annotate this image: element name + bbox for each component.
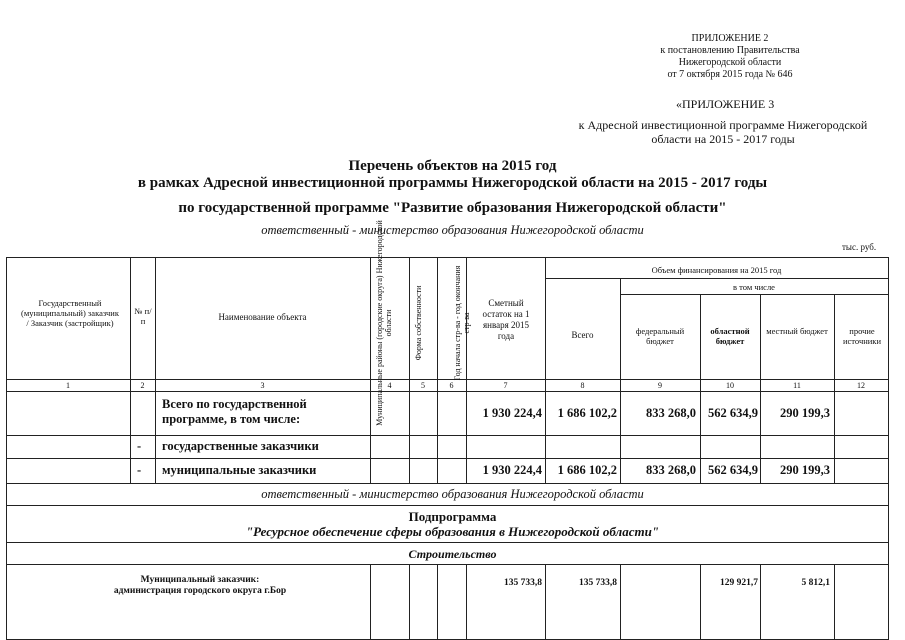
row-total-regional: 562 634,9 xyxy=(708,406,758,420)
col-number: 4 xyxy=(387,381,392,390)
row-municipal-sum: 1 686 102,2 xyxy=(557,463,617,477)
appendix-2-line3: Нижегородской области xyxy=(678,57,782,68)
col-total-header: Всего xyxy=(571,330,594,340)
row-municipal-federal: 833 268,0 xyxy=(646,463,696,477)
doc-title-line1: Перечень объектов на 2015 год xyxy=(348,158,557,174)
col-districts-header: Муниципальные районы (городские округа) Нижегородской области xyxy=(375,220,393,426)
appendix-3-title: «ПРИЛОЖЕНИЕ 3 xyxy=(676,97,775,111)
appendix-2-date: от 7 октября 2015 года № 646 xyxy=(667,69,793,80)
appendix-2-line2: к постановлению Правительства xyxy=(660,45,800,56)
col-local-header: местный бюджет xyxy=(766,326,828,336)
col-ownership-header: Форма собственности xyxy=(414,285,423,361)
bor-customer-line1: Муниципальный заказчик: xyxy=(140,575,260,585)
row-total-federal: 833 268,0 xyxy=(646,406,696,420)
col-number: 3 xyxy=(260,381,265,390)
appendix-2-title: ПРИЛОЖЕНИЕ 2 xyxy=(691,33,769,44)
row-total-sum: 1 686 102,2 xyxy=(557,406,617,420)
col-federal-header: федеральный бюджет xyxy=(635,326,685,346)
col-number: 10 xyxy=(726,381,734,390)
bor-regional: 129 921,7 xyxy=(720,578,758,588)
row-total-name: Всего по государственной программе, в том числе: xyxy=(162,397,307,426)
row-state-name: государственные заказчики xyxy=(162,439,319,453)
row-municipal-name: муниципальные заказчики xyxy=(162,463,317,477)
row-total-balance: 1 930 224,4 xyxy=(482,406,542,420)
subprogram-name: "Ресурсное обеспечение сферы образования в Нижегородской области" xyxy=(245,524,660,539)
construction-label: Строительство xyxy=(408,547,497,561)
col-including-header: в том числе xyxy=(733,282,775,292)
col-number: 7 xyxy=(503,381,508,390)
row-total-local: 290 199,3 xyxy=(780,406,830,420)
row-municipal-balance: 1 930 224,4 xyxy=(482,463,542,477)
col-customer-header: Государственный (муниципальный) заказчик / Заказчик (застройщик) xyxy=(21,298,119,328)
appendix-3-line2: области на 2015 - 2017 годы xyxy=(651,132,795,146)
responsible-ministry: ответственный - министерство образования Нижегородской области xyxy=(261,223,644,237)
col-number: 11 xyxy=(793,381,801,390)
row-municipal-dash: - xyxy=(137,463,142,477)
col-other-header: прочие источники xyxy=(842,326,881,346)
doc-title-line2: в рамках Адресной инвестиционной программы Нижегородской области на 2015 - 2017 годы xyxy=(137,175,768,191)
row-responsible: ответственный - министерство образования Нижегородской области xyxy=(261,487,644,501)
col-number: 9 xyxy=(658,381,662,390)
subprogram-label: Подпрограмма xyxy=(408,509,497,524)
col-number: 1 xyxy=(66,381,70,390)
row-state-dash: - xyxy=(137,439,142,453)
col-number: 8 xyxy=(580,381,585,390)
units-label: тыс. руб. xyxy=(842,242,877,252)
bor-customer-line2: администрация городского округа г.Бор xyxy=(113,586,287,596)
doc-title-line3: по государственной программе "Развитие образования Нижегородской области" xyxy=(178,200,727,216)
bor-local: 5 812,1 xyxy=(801,578,830,588)
row-municipal-regional: 562 634,9 xyxy=(708,463,758,477)
col-number: 2 xyxy=(140,381,145,390)
appendix-3-line1: к Адресной инвестиционной программе Нижегородской xyxy=(578,118,868,132)
col-num-header: № п/п xyxy=(134,306,152,326)
col-number: 5 xyxy=(421,381,425,390)
col-name-header: Наименование объекта xyxy=(218,312,307,322)
col-regional-header: областной бюджет xyxy=(710,326,750,346)
bor-sum: 135 733,8 xyxy=(579,578,617,588)
col-balance-header: Сметный остаток на 1 января 2015 года xyxy=(482,298,530,341)
col-volume-header: Объем финансирования на 2015 год xyxy=(651,265,782,275)
col-number: 6 xyxy=(449,381,454,390)
col-years-header: Год начала стр-ва - год окончания стр-ва xyxy=(453,265,471,381)
col-number: 12 xyxy=(857,381,865,390)
bor-balance: 135 733,8 xyxy=(504,578,542,588)
row-municipal-local: 290 199,3 xyxy=(780,463,830,477)
